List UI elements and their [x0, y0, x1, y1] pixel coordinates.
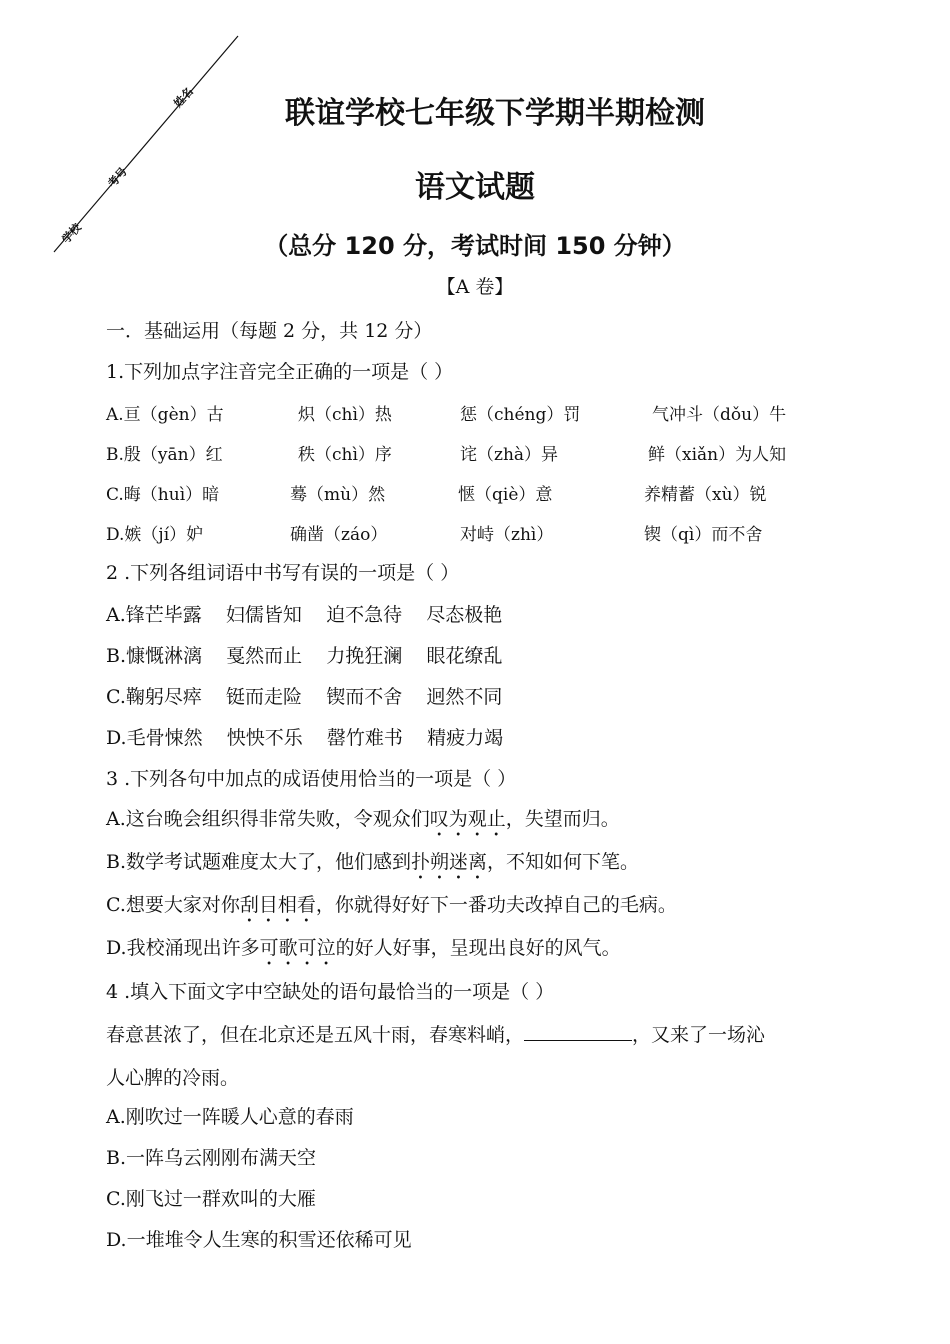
q3-c-text-after: ，你就得好好下一番功夫改掉自己的毛病。 — [315, 894, 677, 916]
q4-passage-line-2: 人心脾的冷雨。 — [106, 1067, 240, 1089]
q4-fill-blank — [524, 1022, 632, 1041]
q4-option-a: A.刚吹过一阵暖人心意的春雨 — [106, 1106, 354, 1128]
q4-passage-after-blank: ，又来了一场沁 — [632, 1024, 766, 1046]
q1-option-d-4: 锲（qì）而不舍 — [644, 525, 763, 545]
question-4-stem: 4 .填入下面文字中空缺处的语句最恰当的一项是（ ） — [106, 981, 555, 1003]
binding-label-name: 姓名 — [171, 84, 196, 111]
q1-option-c-4: 养精蓄（xù）锐 — [644, 485, 767, 505]
exam-info: （总分 120 分，考试时间 150 分钟） — [264, 232, 686, 260]
q1-option-c-2: 蓦（mù）然 — [290, 485, 386, 505]
q4-passage-line-1 — [106, 1020, 765, 1047]
q3-b-idiom: 扑朔迷离 — [411, 851, 488, 873]
binding-label-school: 学校 — [59, 220, 84, 247]
q1-option-b-2: 秩（chì）序 — [298, 445, 392, 465]
q2-option-c: C.鞠躬尽瘁 铤而走险 锲而不舍 迥然不同 — [106, 686, 503, 708]
q2-option-a: A.锋芒毕露 妇儒皆知 迫不急待 尽态极艳 — [106, 604, 503, 626]
q3-a-text-before: A.这台晚会组织得非常失败，令观众们 — [106, 808, 430, 830]
question-1-stem: 1.下列加点字注音完全正确的一项是（ ） — [106, 361, 454, 383]
q3-b-text-after: ，不知如何下笔。 — [487, 851, 640, 873]
q4-option-c: C.刚飞过一群欢叫的大雁 — [106, 1188, 316, 1210]
q1-option-d-3: 对峙（zhì） — [460, 525, 554, 545]
subject-title: 语文试题 — [415, 170, 535, 205]
q3-a-idiom: 叹为观止 — [429, 808, 506, 830]
q4-passage-before-blank: 春意甚浓了，但在北京还是五风十雨，春寒料峭， — [106, 1024, 525, 1046]
q3-d-text-before: D.我校涌现出许多 — [106, 937, 260, 959]
q3-option-c — [106, 890, 677, 927]
q1-option-a-4: 气冲斗（dǒu）牛 — [652, 405, 787, 425]
school-title: 联谊学校七年级下学期半期检测 — [285, 96, 705, 131]
q3-d-text-after: 的好人好事，呈现出良好的风气。 — [335, 937, 621, 959]
q2-option-b: B.慷慨淋漓 戛然而止 力挽狂澜 眼花缭乱 — [106, 645, 503, 667]
q1-option-d-1: D.嫉（jí）妒 — [106, 525, 204, 545]
q1-option-c-1: C.晦（huì）暗 — [106, 485, 220, 505]
q3-d-idiom: 可歌可泣 — [259, 937, 336, 959]
q1-option-a-1: A.亘（gèn）古 — [106, 405, 224, 425]
q3-option-b — [106, 847, 639, 884]
q3-a-text-after: ，失望而归。 — [505, 808, 620, 830]
q1-option-b-3: 诧（zhà）异 — [460, 445, 559, 465]
q1-option-a-2: 炽（chì）热 — [298, 405, 392, 425]
q1-option-c-3: 惬（qiè）意 — [458, 485, 553, 505]
q3-c-text-before: C.想要大家对你 — [106, 894, 240, 916]
q1-option-b-1: B.殷（yān）红 — [106, 445, 223, 465]
q1-option-a-3: 惩（chéng）罚 — [460, 405, 581, 425]
q3-b-text-before: B.数学考试题难度太大了，他们感到 — [106, 851, 412, 873]
question-3-stem: 3 .下列各句中加点的成语使用恰当的一项是（ ） — [106, 768, 517, 790]
section-heading: 一．基础运用（每题 2 分，共 12 分） — [106, 320, 433, 342]
q4-option-d: D.一堆堆令人生寒的积雪还依稀可见 — [106, 1229, 412, 1251]
q1-option-b-4: 鲜（xiǎn）为人知 — [648, 445, 787, 465]
q1-option-d-2: 确凿（záo） — [290, 525, 388, 545]
binding-label-exam-number: 考号 — [105, 164, 130, 191]
q3-option-a — [106, 804, 620, 841]
q3-option-d — [106, 933, 621, 970]
question-2-stem: 2 .下列各组词语中书写有误的一项是（ ） — [106, 562, 460, 584]
q4-option-b: B.一阵乌云刚刚布满天空 — [106, 1147, 317, 1169]
volume-label: 【A 卷】 — [436, 276, 514, 298]
q2-option-d: D.毛骨悚然 怏怏不乐 罄竹难书 精疲力竭 — [106, 727, 504, 749]
q3-c-idiom: 刮目相看 — [239, 894, 316, 916]
